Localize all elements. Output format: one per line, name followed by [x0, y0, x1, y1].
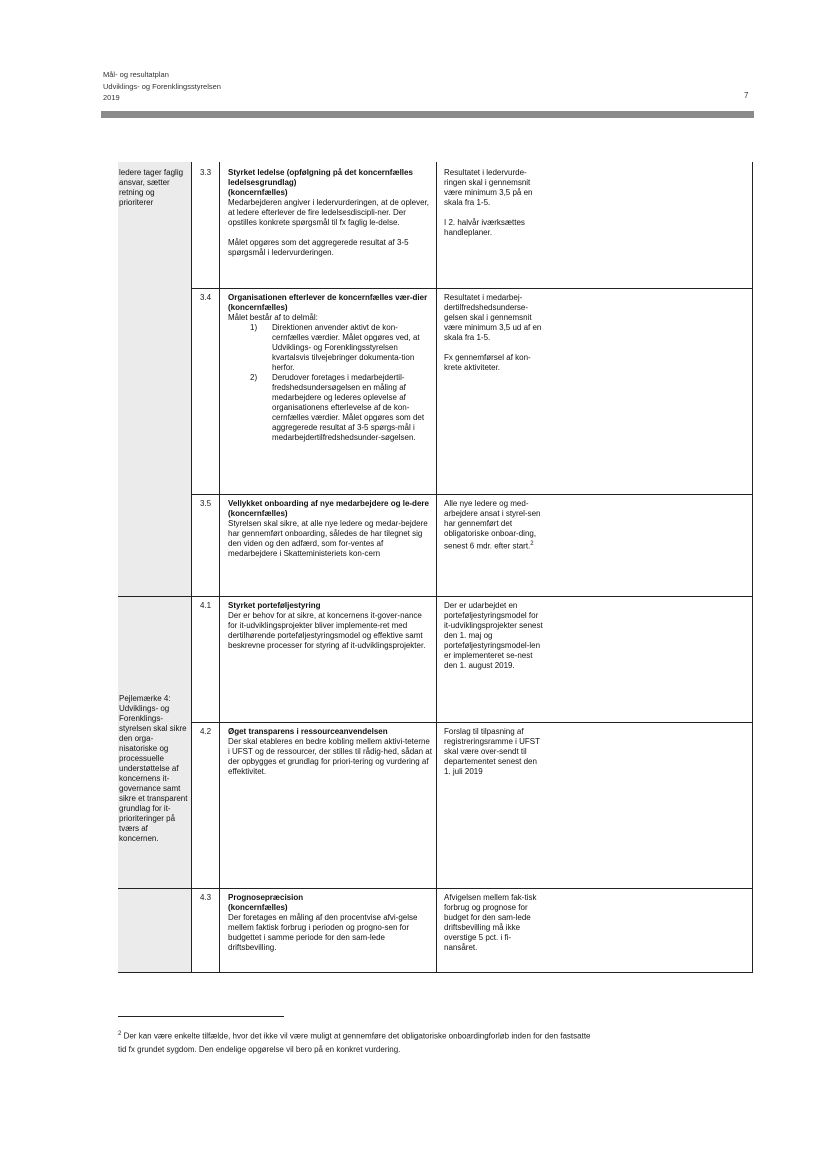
goal-title: Vellykket onboarding af nye medarbejdere og le-dere	[228, 499, 429, 508]
result-text: Afvigelsen mellem fak-tisk forbrug og prognose for budget for den sam-lede driftsbevilling må ikke overstige 5 pct. i fi-nansåret.	[444, 893, 537, 952]
result-text: Resultatet i ledervurde-ringen skal i gennemsnit være minimum 3,5 på en skala fra 1-5.	[444, 168, 533, 207]
goal-body-measurement: Målet opgøres som det aggregerede resultat af 3-5 spørgsmål i ledervurderingen.	[228, 238, 409, 257]
list-item-number: 2)	[250, 373, 258, 382]
result-text: I 2. halvår iværksættes handleplaner.	[444, 218, 525, 237]
footnote-ref: 2	[530, 541, 534, 547]
goal-description	[228, 727, 433, 777]
goal-result	[444, 293, 544, 373]
footnote-rule	[118, 1016, 284, 1017]
result-text: Resultatet i medarbej-dertilfredshedsunderse-gelsen skal i gennemsnit være minimum 3,5 ud af en skala fra 1-5.	[444, 293, 542, 342]
goal-body: Styrelsen skal sikre, at alle nye ledere og medar-bejdere har gennemført onboarding, således de har tilegnet sig den viden og den adfærd, som for-ventes af medarbejdere i Skatteministeriets kon-cern	[228, 519, 428, 558]
header-rule	[101, 111, 754, 118]
header-agency: Udviklings- og Forenklingsstyrelsen	[103, 81, 221, 91]
goal-title: Øget transparens i ressourceanvendelsen	[228, 727, 388, 736]
goal-result	[444, 168, 544, 238]
result-text: Forslag til tilpasning af registreringsramme i UFST skal være over-sendt til departementet senest den 1. juli 2019	[444, 727, 540, 776]
goal-result	[444, 601, 544, 671]
goal-number: 4.1	[200, 601, 212, 610]
row-divider	[191, 494, 753, 495]
goal-description	[228, 293, 433, 443]
left-cell-leadership: ledere tager faglig ansvar, sætter retning og prioriterer	[119, 168, 184, 207]
goal-description	[228, 601, 433, 651]
sub-goal-list	[228, 323, 433, 443]
footnote-marker: 2	[118, 1031, 122, 1037]
goal-result	[444, 727, 544, 777]
goal-description	[228, 499, 433, 559]
page-number: 7	[744, 91, 749, 100]
goal-title: Styrket ledelse (opfølgning på det koncernfælles ledelsesgrundlag)	[228, 168, 413, 187]
list-item	[228, 373, 433, 443]
goal-body: Der skal etableres en bedre kobling mellem aktivi-teterne i UFST og de ressourcer, der stilles til rådig-hed, sådan at der opbygges et grundlag for priori-tering og vurdering af effektivitet.	[228, 737, 432, 776]
goal-result	[444, 499, 544, 552]
goal-body: Medarbejderen angiver i ledervurderingen, at de oplever, at ledere efterlever de fire ledelsesdiscipli-ner. Der opstilles konkrete spørgsmål til fx faglig le-delse.	[228, 198, 430, 227]
result-text: Fx gennemførsel af kon-krete aktiviteter.	[444, 353, 531, 372]
row-divider	[118, 596, 753, 597]
goal-scope: (koncernfælles)	[228, 303, 288, 312]
column-divider	[752, 162, 753, 972]
list-item-number: 1)	[250, 323, 258, 332]
left-column-background	[118, 162, 191, 972]
header-year: 2019	[103, 93, 120, 102]
goal-body: Der er behov for at sikre, at koncernens it-gover-nance for it-udviklingsprojekter bliver implemente-ret med dertilhørende porteføljestyringsmodel og effektive samt beskrevne processer for styring af it-udviklingsprojekter.	[228, 611, 426, 650]
goal-intro: Målet består af to delmål:	[228, 313, 318, 322]
goal-title: Prognosepræcision	[228, 893, 304, 902]
goal-number: 4.3	[200, 893, 212, 902]
goals-table	[118, 162, 753, 973]
goal-title: Organisationen efterlever de koncernfælles vær-dier	[228, 293, 428, 302]
goal-number: 3.3	[200, 168, 212, 177]
goal-scope: (koncernfælles)	[228, 509, 288, 518]
row-divider	[191, 288, 753, 289]
list-item	[228, 323, 433, 373]
result-text: Alle nye ledere og med-arbejdere ansat i styrel-sen har gennemført det obligatoriske onboar-ding, senest 6 mdr. efter start.	[444, 499, 541, 551]
column-divider	[436, 162, 437, 972]
goal-scope: (koncernfælles)	[228, 188, 288, 197]
header-plan-title: Mål- og resultatplan	[103, 70, 169, 79]
goal-number: 4.2	[200, 727, 212, 736]
goal-number: 3.4	[200, 293, 212, 302]
goal-description	[228, 168, 433, 258]
row-divider	[191, 722, 753, 723]
goal-result	[444, 893, 544, 953]
goal-number: 3.5	[200, 499, 212, 508]
list-item-text: Direktionen anvender aktivt de kon-cernfælles værdier. Målet opgøres ved, at Udviklings- og Forenklingsstyrelsen kvartalsvis tilvejebringer dokumenta-tion herfor.	[272, 323, 420, 372]
result-text: Der er udarbejdet en porteføljestyringsmodel for it-udviklingsprojekter senest den 1. maj og porteføljestyringsmodel-len er implementeret se-nest den 1. august 2019.	[444, 601, 543, 670]
row-divider	[118, 888, 753, 889]
goal-description	[228, 893, 433, 953]
goal-scope: (koncernfælles)	[228, 903, 288, 912]
column-divider	[219, 162, 220, 972]
list-item-text: Derudover foretages i medarbejdertil-fredshedsundersøgelsen en måling af medarbejdere og lederes oplevelse af organisationens efterlevelse af de kon-cernfælles værdier. Målet opgøres som det aggregerede resultat af 3-5 spørgs-mål i medarbejdertilfredshedsunder-søgelsen.	[272, 373, 425, 442]
footnote	[118, 1028, 598, 1056]
goal-title: Styrket porteføljestyring	[228, 601, 321, 610]
left-cell-pejlemaerke-4: Pejlemærke 4: Udviklings- og Forenklings-styrelsen skal sikre den orga-nisatoriske og processuelle understøttelse af koncernens it-governance samt sikre et transparent grundlag for it-prioriteringer på tværs af koncernen.	[119, 694, 188, 843]
footnote-text: Der kan være enkelte tilfælde, hvor det ikke vil være muligt at gennemføre det obligatoriske onboardingforløb inden for den fastsatte tid fx grundet sygdom. Den endelige opgørelse vil bero på en konkret vurdering.	[118, 1031, 591, 1054]
goal-body: Der foretages en måling af den procentvise afvi-gelse mellem faktisk forbrug i perioden og progno-sen for budgettet i samme periode for den sam-lede driftsbevilling.	[228, 913, 418, 952]
column-divider	[191, 162, 192, 972]
